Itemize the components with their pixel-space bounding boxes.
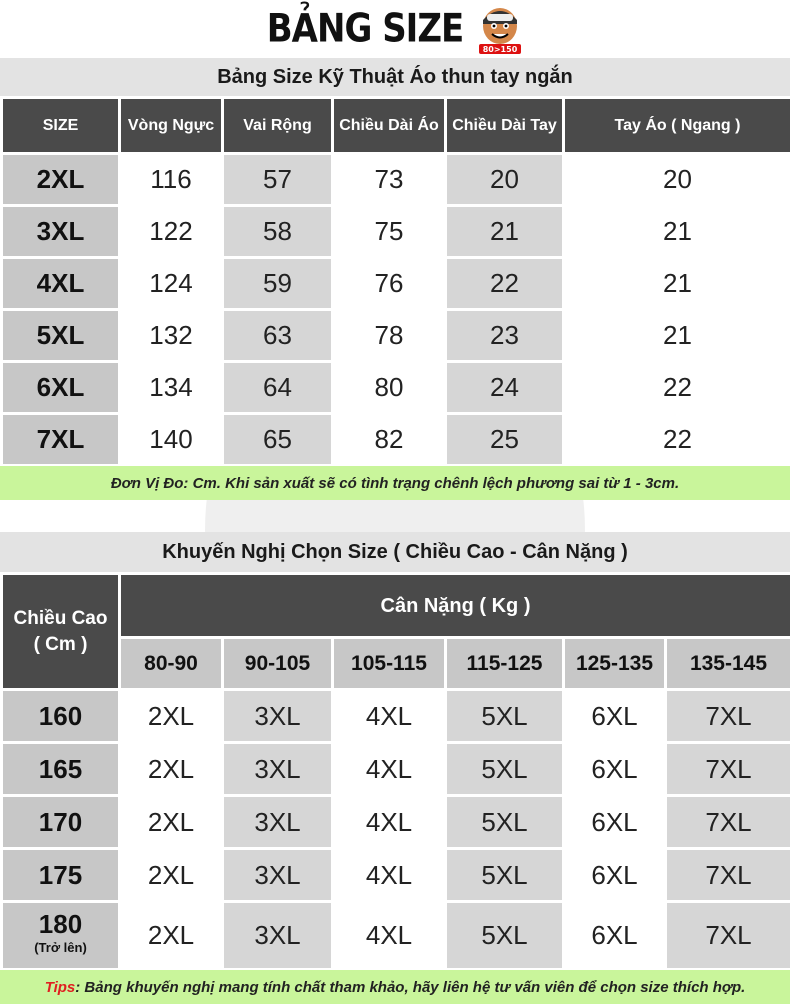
table-cell: 7XL (666, 902, 790, 970)
mascot-logo-icon (477, 4, 523, 54)
table-cell: 140 (120, 414, 223, 466)
size-label: 2XL (2, 154, 120, 206)
table-cell: 59 (223, 258, 333, 310)
table-row (2, 902, 790, 970)
weight-range-header: 125-135 (564, 638, 666, 690)
spec-header-row (2, 98, 790, 154)
spec-table-title: Bảng Size Kỹ Thuật Áo thun tay ngắn (0, 58, 790, 96)
table-cell: 24 (446, 362, 564, 414)
table-cell: 21 (564, 310, 790, 362)
table-cell: 3XL (223, 849, 333, 902)
table-row (2, 414, 790, 466)
tips-bar (0, 970, 790, 1004)
table-row (2, 362, 790, 414)
table-cell: 4XL (333, 849, 446, 902)
col-header-shoulder: Vai Rộng (223, 98, 333, 154)
table-cell: 4XL (333, 743, 446, 796)
table-cell: 132 (120, 310, 223, 362)
table-cell: 6XL (564, 902, 666, 970)
logo-text: 80>150 (482, 45, 518, 54)
table-cell: 22 (446, 258, 564, 310)
weight-range-header: 90-105 (223, 638, 333, 690)
table-cell: 6XL (564, 743, 666, 796)
col-header-size: SIZE (2, 98, 120, 154)
table-cell: 7XL (666, 849, 790, 902)
table-cell: 2XL (120, 796, 223, 849)
height-header-unit: ( Cm ) (33, 633, 88, 655)
table-cell: 134 (120, 362, 223, 414)
table-row (2, 743, 790, 796)
table-cell: 25 (446, 414, 564, 466)
table-cell: 3XL (223, 796, 333, 849)
tips-text: : Bảng khuyến nghị mang tính chất tham khảo, hãy liên hệ tư vấn viên để chọn size thích hợp. (75, 978, 746, 996)
table-cell: 76 (333, 258, 446, 310)
weight-range-header: 115-125 (446, 638, 564, 690)
table-cell: 21 (446, 206, 564, 258)
height-label: 165 (2, 743, 120, 796)
page-title: BẢNG SIZE (266, 6, 464, 52)
table-row (2, 154, 790, 206)
col-header-chest: Vòng Ngực (120, 98, 223, 154)
table-cell: 122 (120, 206, 223, 258)
table-cell: 78 (333, 310, 446, 362)
table-cell: 23 (446, 310, 564, 362)
table-cell: 80 (333, 362, 446, 414)
table-row (2, 310, 790, 362)
table-cell: 124 (120, 258, 223, 310)
table-cell: 65 (223, 414, 333, 466)
size-label: 5XL (2, 310, 120, 362)
table-cell: 22 (564, 362, 790, 414)
table-cell: 82 (333, 414, 446, 466)
table-row (2, 690, 790, 743)
height-label-cell (2, 902, 120, 970)
table-cell: 20 (446, 154, 564, 206)
table-cell: 2XL (120, 743, 223, 796)
weight-header: Cân Nặng ( Kg ) (120, 574, 790, 638)
table-cell: 22 (564, 414, 790, 466)
table-cell: 7XL (666, 743, 790, 796)
col-header-sleeve-length: Chiều Dài Tay (446, 98, 564, 154)
weight-range-header: 80-90 (120, 638, 223, 690)
height-label-sub: (Trở lên) (34, 939, 87, 955)
table-cell: 20 (564, 154, 790, 206)
table-cell: 7XL (666, 690, 790, 743)
table-cell: 58 (223, 206, 333, 258)
table-row (2, 258, 790, 310)
table-cell: 4XL (333, 902, 446, 970)
table-cell: 6XL (564, 796, 666, 849)
table-cell: 75 (333, 206, 446, 258)
size-label: 7XL (2, 414, 120, 466)
table-cell: 4XL (333, 690, 446, 743)
table-cell: 7XL (666, 796, 790, 849)
size-label: 4XL (2, 258, 120, 310)
recommend-table (0, 572, 790, 971)
recommend-table-title: Khuyến Nghị Chọn Size ( Chiều Cao - Cân Nặng ) (0, 532, 790, 572)
weight-range-row (2, 638, 790, 690)
recommend-header-row (2, 574, 790, 638)
unit-note: Đơn Vị Đo: Cm. Khi sản xuất sẽ có tình trạng chênh lệch phương sai từ 1 - 3cm. (0, 466, 790, 500)
col-header-body-length: Chiều Dài Áo (333, 98, 446, 154)
table-cell: 6XL (564, 849, 666, 902)
table-cell: 6XL (564, 690, 666, 743)
height-header (2, 574, 120, 690)
table-cell: 63 (223, 310, 333, 362)
table-cell: 21 (564, 258, 790, 310)
col-header-sleeve-width: Tay Áo ( Ngang ) (564, 98, 790, 154)
table-cell: 2XL (120, 902, 223, 970)
table-cell: 5XL (446, 743, 564, 796)
table-row (2, 849, 790, 902)
table-cell: 5XL (446, 796, 564, 849)
table-cell: 2XL (120, 849, 223, 902)
table-cell: 5XL (446, 902, 564, 970)
table-cell: 4XL (333, 796, 446, 849)
height-label: 180 (38, 908, 83, 939)
table-cell: 64 (223, 362, 333, 414)
height-header-label: Chiều Cao (13, 607, 108, 629)
size-label: 3XL (2, 206, 120, 258)
table-cell: 21 (564, 206, 790, 258)
table-cell: 3XL (223, 902, 333, 970)
table-cell: 5XL (446, 849, 564, 902)
table-cell: 2XL (120, 690, 223, 743)
height-label: 160 (2, 690, 120, 743)
title-bar (0, 0, 790, 58)
table-cell: 3XL (223, 690, 333, 743)
table-cell: 3XL (223, 743, 333, 796)
height-label: 175 (2, 849, 120, 902)
height-label: 170 (2, 796, 120, 849)
tips-label: Tips (44, 978, 76, 996)
table-cell: 116 (120, 154, 223, 206)
table-cell: 5XL (446, 690, 564, 743)
weight-range-header: 105-115 (333, 638, 446, 690)
table-row (2, 796, 790, 849)
spec-table (0, 96, 790, 467)
table-row (2, 206, 790, 258)
size-label: 6XL (2, 362, 120, 414)
table-cell: 57 (223, 154, 333, 206)
table-cell: 73 (333, 154, 446, 206)
weight-range-header: 135-145 (666, 638, 790, 690)
